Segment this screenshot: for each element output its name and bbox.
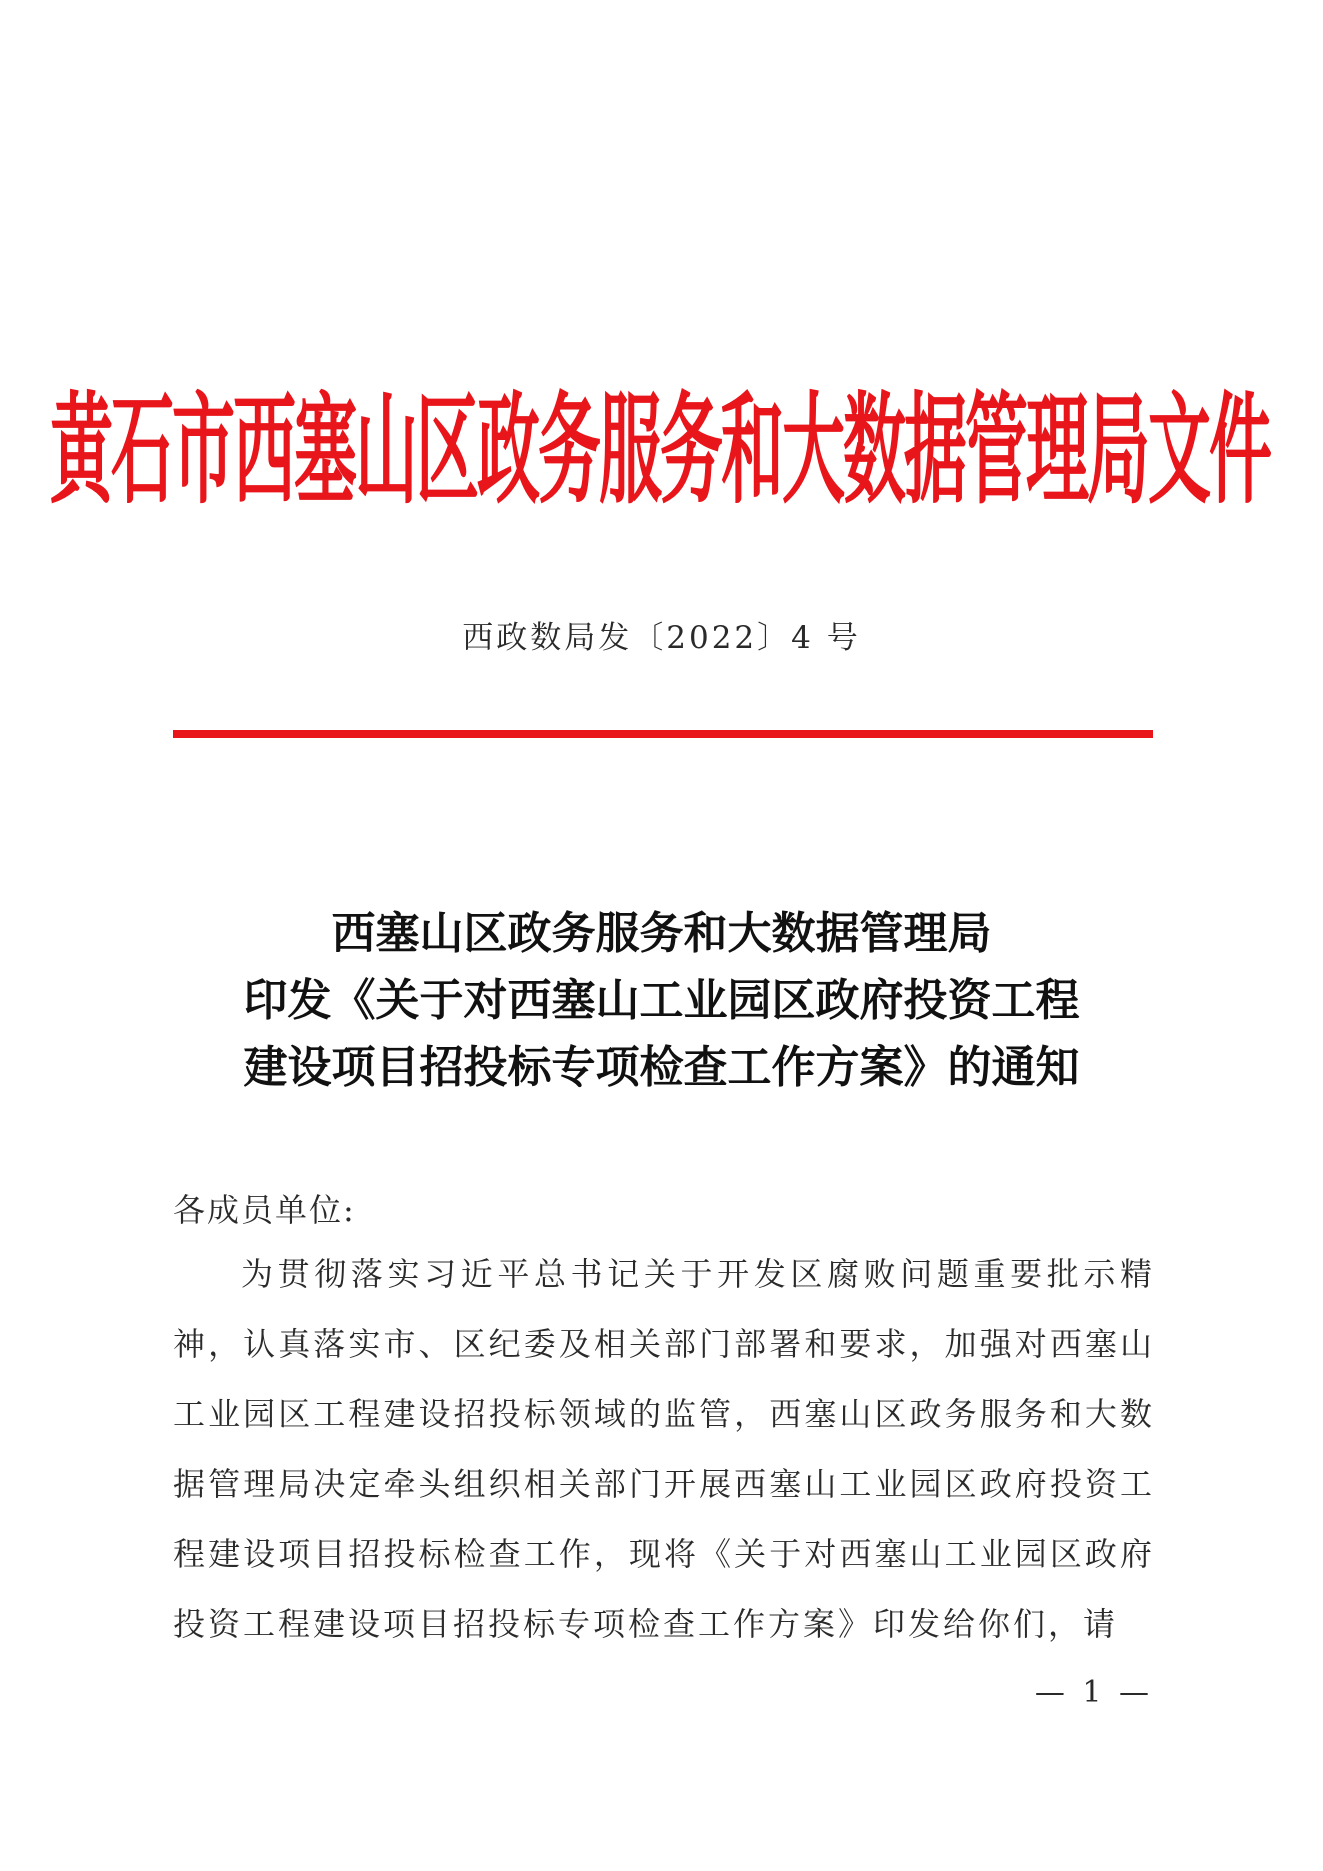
title-line-2: 印发《关于对西塞山工业园区政府投资工程 xyxy=(243,975,1080,1026)
page-number: — 1 — xyxy=(1034,1675,1153,1710)
document-number: 西政数局发〔2022〕4 号 xyxy=(462,620,861,656)
red-divider-line xyxy=(173,730,1153,738)
body-paragraph: 为贯彻落实习近平总书记关于开发区腐败问题重要批示精神，认真落实市、区纪委及相关部门部署和要求，加强对西塞山工业园区工程建设招投标领域的监管，西塞山区政务服务和大数据管理局决定牵头组织相关部门开展西塞山工业园区政府投资工程建设项目招投标检查工作，现将《关于对西塞山工业园区政府投资工程建设项目招投标专项检查工作方案》印发给你们，请 xyxy=(173,1255,1155,1643)
notice-title xyxy=(160,900,1163,1101)
issuer-header: 黄石市西塞山区政务服务和大数据管理局文件 xyxy=(50,378,1270,519)
title-line-3: 建设项目招投标专项检查工作方案》的通知 xyxy=(243,1042,1080,1093)
title-line-1: 西塞山区政务服务和大数据管理局 xyxy=(331,908,992,959)
salutation: 各成员单位: xyxy=(173,1191,356,1229)
